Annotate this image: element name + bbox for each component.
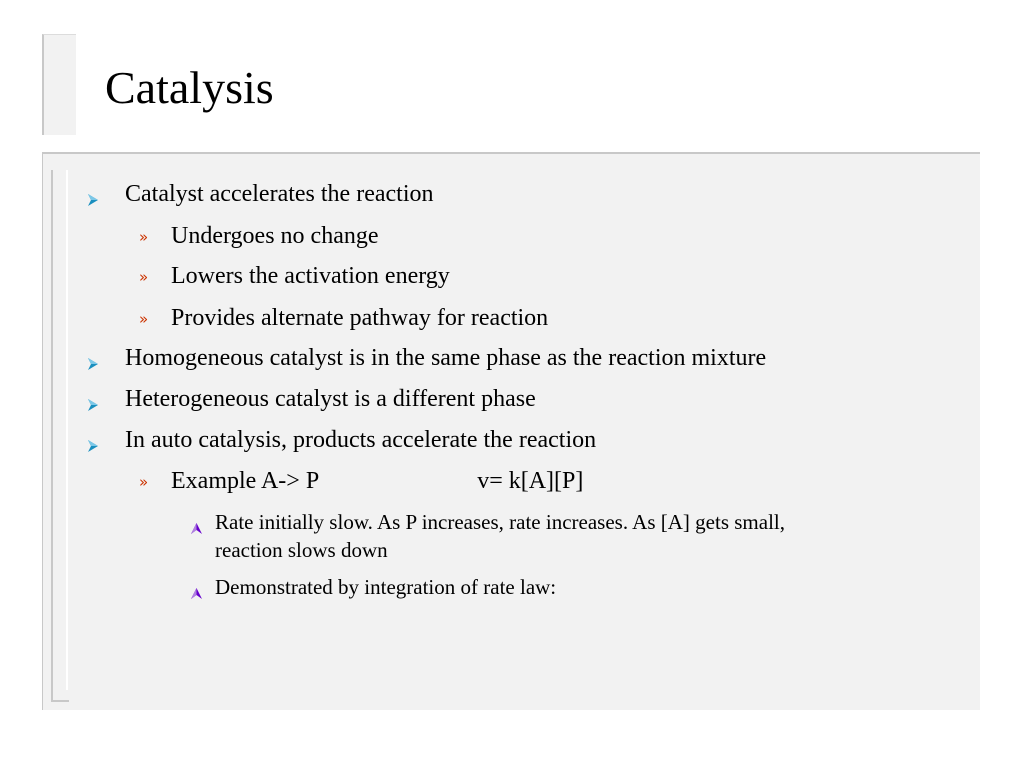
- sub-bullet-text: Provides alternate pathway for reaction: [171, 305, 549, 331]
- bullet-item: [125, 426, 596, 454]
- double-chevron-bullet-icon: »: [139, 473, 149, 491]
- double-chevron-bullet-icon: »: [139, 310, 149, 328]
- bullet-text: Catalyst accelerates the reaction: [125, 181, 434, 207]
- double-chevron-bullet-icon: »: [139, 228, 149, 246]
- arrowhead-bullet-icon: [87, 391, 99, 405]
- bullet-item: [125, 385, 536, 413]
- sub-sub-bullet-item: [215, 508, 785, 536]
- sub-sub-bullet-text: Rate initially slow. As P increases, rate increases. As [A] gets small,: [215, 510, 785, 534]
- sub-sub-bullet-text: Demonstrated by integration of rate law:: [215, 575, 557, 599]
- rate-law-text: v= k[A][P]: [477, 468, 584, 494]
- slide-title: Catalysis: [105, 62, 274, 113]
- sub-sub-bullet-text-line2: reaction slows down: [215, 538, 388, 562]
- sub-sub-bullet-continuation: [215, 536, 388, 564]
- bullet-item: [125, 344, 766, 372]
- sub-bullet-text: Undergoes no change: [171, 223, 379, 249]
- sub-bullet-text: Lowers the activation energy: [171, 263, 450, 289]
- double-chevron-bullet-icon: »: [139, 268, 149, 286]
- bullet-text: Heterogeneous catalyst is a different phase: [125, 386, 536, 412]
- sub-bullet-text: Example A-> P: [171, 468, 320, 494]
- bullet-item: [125, 180, 434, 208]
- sub-bullet-item: [139, 222, 379, 250]
- panel-bracket-highlight: [66, 170, 68, 690]
- arrowhead-bullet-icon: [87, 432, 99, 446]
- sub-bullet-item: [139, 262, 450, 290]
- bullet-text: Homogeneous catalyst is in the same phase as the reaction mixture: [125, 345, 767, 371]
- arrowhead-bullet-icon: [87, 186, 99, 200]
- compass-bullet-icon: [190, 579, 203, 592]
- compass-bullet-icon: [190, 514, 203, 527]
- sub-bullet-item: [139, 467, 584, 495]
- sub-sub-bullet-item: [215, 573, 556, 601]
- arrowhead-bullet-icon: [87, 350, 99, 364]
- title-bracket-decoration: [42, 34, 76, 135]
- bullet-text: In auto catalysis, products accelerate the reaction: [125, 427, 597, 453]
- sub-bullet-item: [139, 304, 549, 332]
